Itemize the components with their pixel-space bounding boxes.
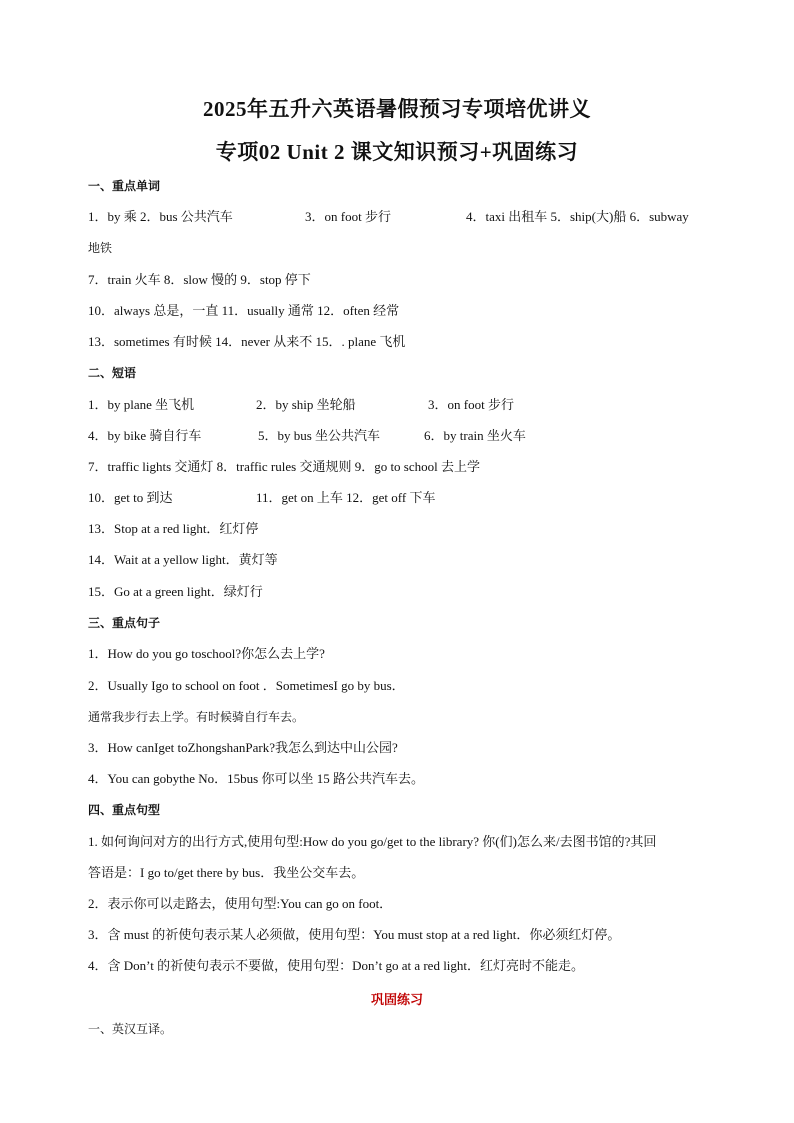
phrase-line-2a: 4．by bike 骑自行车 <box>88 428 202 443</box>
sentence-line-2: 2．Usually Igo to school on foot ．SometimesI go by bus． <box>88 678 405 693</box>
words-line-1d: 地铁 <box>88 241 113 255</box>
section-heading-words: 一、重点单词 <box>88 179 161 193</box>
sentence-line-4: 3．How canIget toZhongshanPark?我怎么到达中山公园? <box>88 740 398 755</box>
pattern-line-1: 1. 如何询问对方的出行方式,使用句型:How do you go/get to the library? 你(们)怎么来/去图书馆的?其回 <box>88 834 657 849</box>
pattern-line-3: 2．表示你可以走路去，使用句型:You can go on foot． <box>88 896 393 911</box>
phrase-line-2c: 6．by train 坐火车 <box>424 428 526 443</box>
phrase-line-1b: 2．by ship 坐轮船 <box>256 397 356 412</box>
words-line-1b: 3．on foot 步行 <box>305 209 391 224</box>
pattern-line-5: 4．含 Don’t 的祈使句表示不要做，使用句型：Don’t go at a red light．红灯亮时不能走。 <box>88 958 585 973</box>
section-heading-sentences: 三、重点句子 <box>88 616 161 630</box>
phrase-line-4b: 11．get on 上车 12．get off 下车 <box>256 490 436 505</box>
document-subtitle: 专项02 Unit 2 课文知识预习+巩固练习 <box>215 140 579 164</box>
words-line-2: 7．train 火车 8．slow 慢的 9．stop 停下 <box>88 272 311 287</box>
sentence-line-3: 通常我步行去上学。有时候骑自行车去。 <box>88 710 305 724</box>
words-line-3: 10．always 总是，一直 11．usually 通常 12．often 经常 <box>88 303 400 318</box>
sentence-line-5: 4．You can gobythe No．15bus 你可以坐 15 路公共汽车去。 <box>88 771 424 786</box>
phrase-line-2b: 5．by bus 坐公共汽车 <box>258 428 381 443</box>
phrase-line-5: 13．Stop at a red light．红灯停 <box>88 521 259 536</box>
practice-title: 巩固练习 <box>370 993 423 1008</box>
words-line-1a: 1．by 乘 2．bus 公共汽车 <box>88 209 233 224</box>
sentence-line-1: 1．How do you go toschool?你怎么去上学? <box>88 646 325 661</box>
section-heading-patterns: 四、重点句型 <box>88 803 161 817</box>
words-line-4: 13．sometimes 有时候 14．never 从来不 15．. plane 飞机 <box>88 334 406 349</box>
phrase-line-6: 14．Wait at a yellow light．黄灯等 <box>88 552 278 567</box>
section-heading-translate: 一、英汉互译。 <box>88 1022 173 1036</box>
pattern-line-4: 3．含 must 的祈使句表示某人必须做，使用句型：You must stop at a red light．你必须红灯停。 <box>88 927 621 942</box>
words-line-1c: 4．taxi 出租车 5．ship(大)船 6．subway <box>466 209 689 224</box>
document-title: 2025年五升六英语暑假预习专项培优讲义 <box>203 97 591 121</box>
phrase-line-1a: 1．by plane 坐飞机 <box>88 397 195 412</box>
pattern-line-2: 答语是：I go to/get there by bus．我坐公交车去。 <box>88 865 365 880</box>
section-heading-phrases: 二、短语 <box>88 366 137 380</box>
phrase-line-7: 15．Go at a green light．绿灯行 <box>88 584 263 599</box>
phrase-line-4a: 10．get to 到达 <box>88 490 173 505</box>
phrase-line-1c: 3．on foot 步行 <box>428 397 514 412</box>
phrase-line-3: 7．traffic lights 交通灯 8．traffic rules 交通规则 9．go to school 去上学 <box>88 459 480 474</box>
